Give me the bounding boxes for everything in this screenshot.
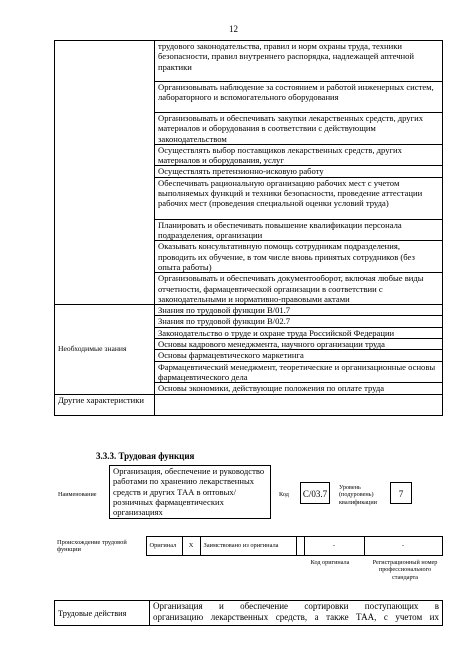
other-characteristics-label: Другие характеристики	[55, 394, 155, 415]
table-cell: Осуществлять выбор поставщиков лекарственных средств, других материалов и оборудования, услуг	[155, 144, 443, 166]
table-cell: Организовывать и обеспечивать документооборот, включая любые виды отчетности, фармацевтической организации в соответствии с законодательными и нормативно-правовыми актами	[155, 273, 443, 305]
table-cell: Оказывать консультативную помощь сотрудникам подразделения, проводить их обучение, в том числе вновь принятых сотрудников (без опыта работы)	[155, 241, 443, 273]
section-heading: 3.3.3. Трудовая функция	[96, 451, 195, 461]
table-cell: трудового законодательства, правил и норм охраны труда, техники безопасности, правил внутреннего распорядка, надлежащей аптечной практики	[155, 41, 443, 82]
table-row	[55, 41, 443, 82]
page-number: 12	[229, 24, 238, 34]
table-cell: Обеспечивать рациональную организацию рабочих мест с учетом выполняемых функций и техники безопасности, проведение аттестации рабочих мест (проведения специальной оценки условий труда)	[155, 177, 443, 219]
labor-actions-table	[54, 600, 443, 626]
table-row	[55, 394, 443, 415]
origin-table	[54, 536, 443, 556]
qualification-level-box: 7	[390, 482, 412, 504]
table-cell: Основы фармацевтического маркетинга	[155, 350, 443, 361]
competency-table	[54, 40, 443, 416]
function-code-box: C/03.7	[300, 482, 330, 504]
table-cell: Законодательство о труде и охране труда Российской Федерации	[155, 327, 443, 338]
borrowed-label: Заимствовано из оригинала	[200, 537, 296, 556]
table-cell: Знания по трудовой функции В/02.7	[155, 316, 443, 327]
registration-number-cell: -	[364, 537, 442, 556]
labor-actions-line: организацию лекарственных средств, а также ТАА, с учетом их	[153, 612, 439, 622]
labor-actions-text	[150, 601, 443, 626]
table-cell: Основы кадрового менеджмента, научного организации труда	[155, 339, 443, 350]
original-code-caption: Код оригинала	[310, 559, 350, 566]
table-cell: Осуществлять претензионно-исковую работу	[155, 166, 443, 177]
original-code-cell: -	[304, 537, 364, 556]
table-row	[55, 305, 443, 316]
knowledge-label: Необходимые знания	[55, 305, 155, 394]
labor-actions-line: Организация и обеспечение сортировки поступающих в	[153, 601, 439, 611]
labor-actions-label: Трудовые действия	[55, 601, 150, 626]
other-characteristics-value	[155, 394, 443, 415]
table-cell: Фармацевтический менеджмент, теоретические и организационные основы фармацевтического дела	[155, 361, 443, 383]
label-cell-empty	[55, 41, 155, 305]
function-name-box: Организация, обеспечение и руководство работами по хранению лекарственных средств и других ТАА в оптовых/розничных фармацевтических организациях	[109, 465, 271, 519]
table-cell: Планировать и обеспечивать повышение квалификации персонала подразделения, организации	[155, 219, 443, 241]
registration-number-caption: Регистрационный номер профессионального стандарта	[372, 559, 438, 581]
table-cell: Основы экономики, действующие положения по оплате труда	[155, 383, 443, 394]
origin-spacer	[296, 537, 304, 556]
table-cell: Организовывать и обеспечивать закупки лекарственных средств, других материалов и оборудования в соответствии с действующим законодательством	[155, 113, 443, 145]
origin-label: Происхождение трудовой функции	[57, 538, 127, 553]
original-mark: X	[182, 537, 200, 556]
code-label: Код	[279, 491, 289, 498]
qualification-level-label: Уровень (подуровень) квалификации	[339, 484, 377, 506]
table-cell: Знания по трудовой функции В/01.7	[155, 305, 443, 316]
table-cell: Организовывать наблюдение за состоянием и работой инженерных систем, лабораторного и вспомогательного оборудования	[155, 82, 443, 113]
name-label: Наименование	[58, 491, 97, 498]
original-label: Оригинал	[146, 537, 182, 556]
